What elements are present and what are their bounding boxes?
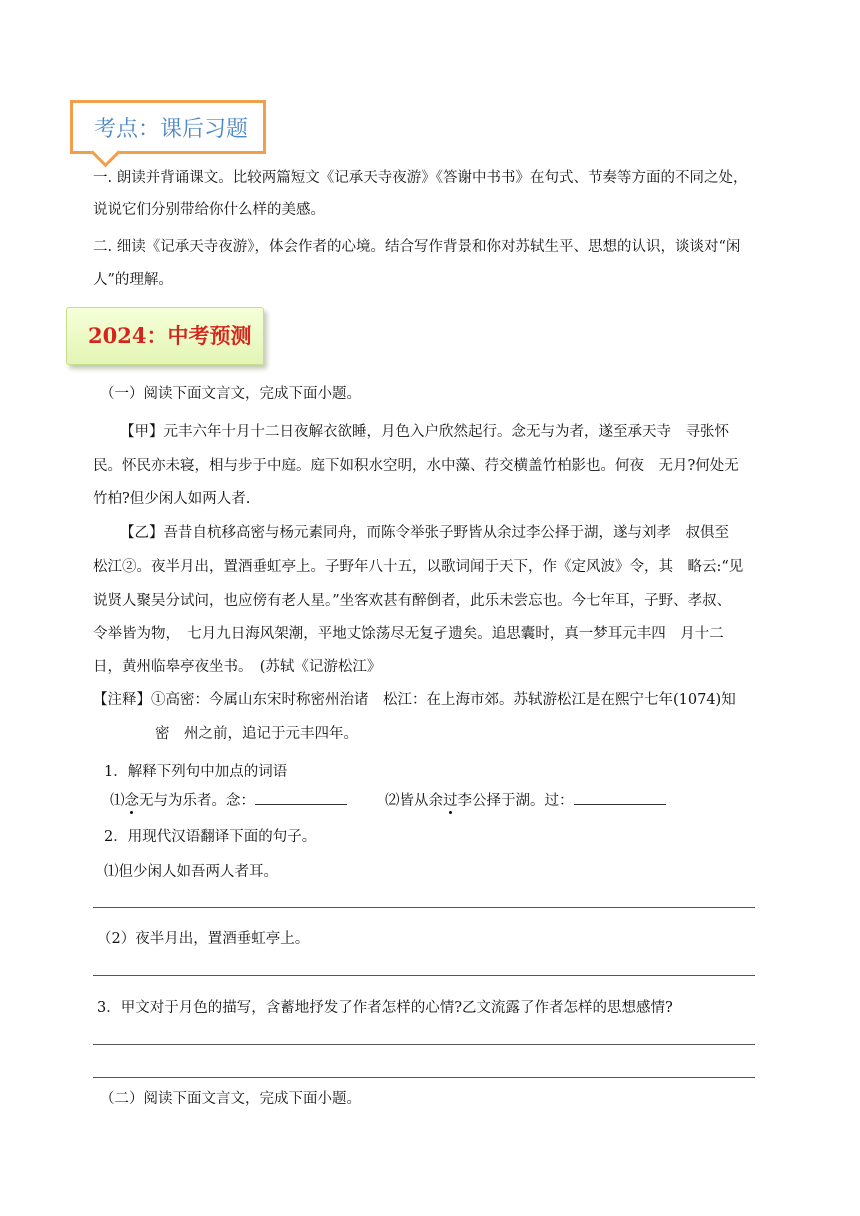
answer-blank[interactable] [574, 790, 666, 805]
question-2-prompt: 2．用现代汉语翻译下面的句子。 [104, 829, 317, 845]
part-2-intro: （二）阅读下面文言文，完成下面小题。 [100, 1091, 361, 1107]
answer-line[interactable] [93, 1044, 755, 1045]
dotted-word: 念 [124, 793, 139, 809]
exercise-2-line-1: 二. 细读《记承天寺夜游》，体会作者的心境。结合写作背景和你对苏轼生平、思想的认识，谈谈对“闲 [93, 239, 741, 255]
section-title-forecast: 2024：中考预测 [88, 323, 252, 348]
passage-yi-line: 日，黄州临皋亭夜坐书。 (苏轼《记游松江》 [93, 659, 382, 675]
passage-jia-line: 【甲】元丰六年十月十二日夜解衣欲睡，月色入户欣然起行。念无与为者，遂至承天寺 寻张怀 [120, 424, 729, 440]
answer-blank[interactable] [255, 790, 347, 805]
passage-yi-line: 松江②。夜半月出，置酒垂虹亭上。子野年八十五，以歌词闻于天下，作《定风波》令，其 略云:“见 [93, 559, 744, 575]
section-title-exercises: 考点：课后习题 [94, 117, 249, 142]
answer-line[interactable] [93, 907, 755, 908]
question-3-prompt: 3．甲文对于月色的描写，含蓄地抒发了作者怎样的心情?乙文流露了作者怎样的思想感情? [97, 1000, 673, 1016]
passage-yi-line: 【乙】吾昔自杭移高密与杨元素同舟，而陈令举张子野皆从余过李公择于湖，遂与刘孝 叔俱至 [120, 525, 729, 541]
annotation-line-1: 【注释】①高密：今属山东宋时称密州治诸 松江：在上海市郊。苏轼游松江是在熙宁七年(1074)知 [93, 692, 736, 708]
dotted-word: 过 [443, 793, 458, 809]
exercise-1-line-1: 一. 朗读并背诵课文。比较两篇短文《记承天寺夜游》《答谢中书书》在句式、节奏等方面的不同之处， [93, 170, 748, 186]
passage-yi-line: 令举皆为物， 七月九日海风架潮，平地丈馀荡尽无复孑遗矣。追思囊时，真一梦耳元丰四 月十二 [93, 626, 724, 642]
part-1-intro: （一）阅读下面文言文，完成下面小题。 [100, 386, 361, 402]
exercise-1-line-2: 说说它们分别带给你什么样的美感。 [93, 202, 325, 218]
question-1-prompt: 1．解释下列句中加点的词语 [104, 764, 288, 780]
answer-line[interactable] [93, 975, 755, 976]
question-1-item-2-text-end: 李公择于湖。过： [457, 793, 574, 809]
question-2-item-2: （2）夜半月出，置酒垂虹亭上。 [97, 931, 310, 947]
question-1-item-2-text: ⑵皆从余 [385, 793, 443, 809]
annotation-line-2: 密 州之前，追记于元丰四年。 [155, 726, 358, 742]
question-1-item-1-number: ⑴ [110, 793, 125, 809]
exercise-2-line-2: 人”的理解。 [93, 272, 173, 288]
passage-jia-line: 竹柏?但少闲人如两人者. [93, 491, 251, 507]
question-1-item-2 [385, 790, 666, 811]
question-1-item-1 [110, 790, 347, 811]
passage-yi-line: 说贤人聚吴分试问，也应傍有老人星。”坐客欢甚有醉倒者，此乐未尝忘也。今七年耳，子野、孝叔、 [93, 593, 732, 609]
question-2-item-1: ⑴但少闲人如吾两人者耳。 [104, 864, 278, 880]
answer-line[interactable] [93, 1077, 755, 1078]
passage-jia-line: 民。怀民亦未寝，相与步于中庭。庭下如积水空明，水中藻、荇交横盖竹柏影也。何夜 无月?何处无 [93, 458, 739, 474]
question-1-item-1-text: 无与为乐者。念： [139, 793, 255, 809]
